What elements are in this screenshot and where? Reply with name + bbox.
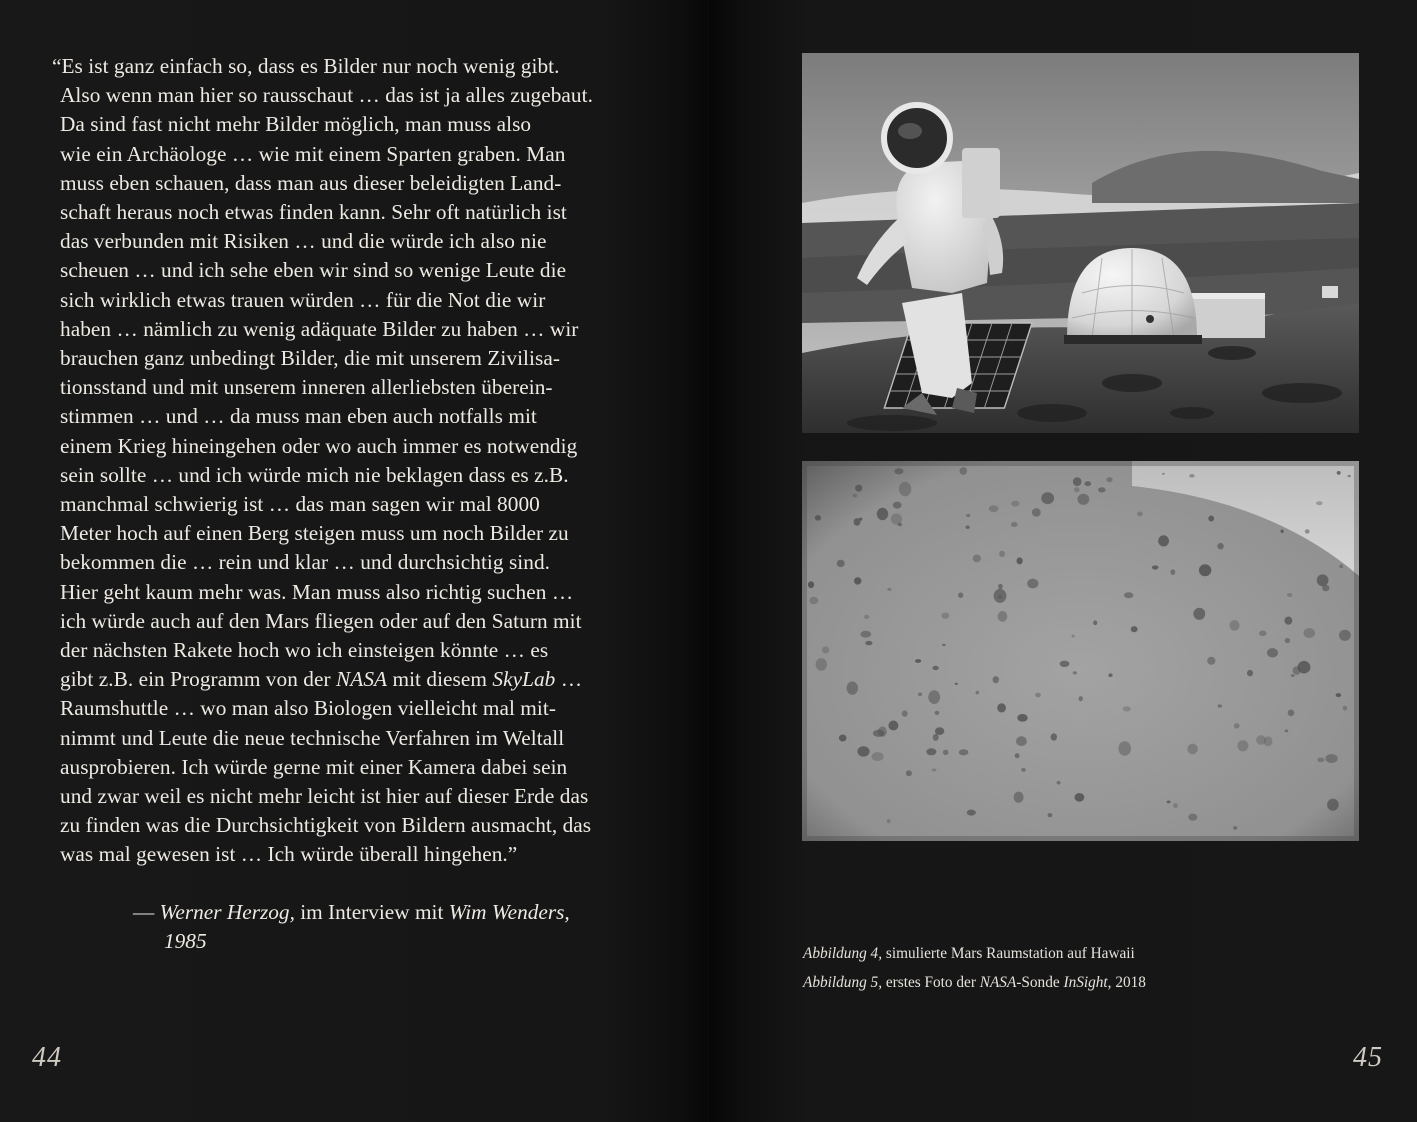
- dust-speck: [1098, 487, 1106, 492]
- dust-speck: [1230, 620, 1240, 631]
- caption-5-text-c: 2018: [1111, 974, 1146, 991]
- dust-speck: [932, 769, 937, 772]
- dust-speck: [1233, 826, 1237, 830]
- dust-speck: [1284, 617, 1292, 625]
- dust-speck: [967, 810, 976, 816]
- dust-speck: [815, 515, 821, 521]
- quote-line: [52, 548, 632, 577]
- dust-speck: [1035, 693, 1041, 698]
- dust-speck: [1173, 803, 1178, 808]
- attribution-interviewer: Wim Wenders,: [448, 900, 570, 924]
- attribution-year: 1985: [164, 929, 207, 953]
- caption-5-insight: InSight,: [1063, 974, 1112, 991]
- dust-speck: [1337, 471, 1341, 475]
- dust-speck: [1016, 736, 1027, 746]
- quote-text: Also wenn man hier so rausschaut … das ist ja alles zugebaut.: [60, 83, 593, 108]
- dust-speck: [891, 514, 902, 525]
- dust-speck: [893, 502, 902, 509]
- dust-speck: [864, 615, 869, 619]
- dust-speck: [1032, 508, 1041, 517]
- dust-speck: [973, 555, 981, 563]
- dust-speck: [966, 514, 970, 517]
- figure-5-insight-photo: [802, 461, 1359, 841]
- dust-speck: [1041, 492, 1054, 504]
- dust-speck: [1084, 481, 1091, 486]
- dust-speck: [902, 710, 908, 716]
- dust-speck: [1285, 730, 1289, 733]
- quote-line: [52, 519, 632, 548]
- dust-speck: [955, 683, 958, 685]
- dust-speck: [1118, 741, 1131, 755]
- quote-line: [52, 315, 632, 344]
- dust-speck: [1123, 706, 1131, 711]
- dust-speck: [1247, 670, 1253, 676]
- quote-text: manchmal schwierig ist … das man sagen wir mal 8000: [60, 492, 540, 517]
- quote-line: [52, 490, 632, 519]
- quote-line: [52, 81, 632, 110]
- dust-speck: [878, 726, 887, 736]
- dust-speck: [855, 485, 862, 492]
- dust-speck: [943, 750, 949, 755]
- quote-line: [52, 753, 632, 782]
- dust-speck: [1108, 673, 1112, 677]
- dust-speck: [999, 551, 1005, 557]
- dust-speck: [1011, 501, 1019, 507]
- dust-speck: [1305, 529, 1310, 533]
- quote-line: [52, 256, 632, 285]
- dust-speck: [935, 727, 944, 735]
- left-page: [0, 0, 708, 1122]
- quote-text: wie ein Archäologe … wie mit einem Sparten graben. Man: [60, 141, 566, 166]
- quote-text: ich würde auch auf den Mars fliegen oder auf den Saturn mit: [60, 608, 582, 633]
- dust-speck: [941, 613, 949, 619]
- dust-speck: [960, 467, 968, 475]
- attribution-dash: —: [133, 900, 160, 924]
- dust-speck: [888, 721, 898, 731]
- dust-speck: [1316, 501, 1323, 505]
- quote-text: Hier geht kaum mehr was. Man muss also richtig suchen …: [60, 579, 574, 604]
- caption-4-text: simulierte Mars Raumstation auf Hawaii: [882, 945, 1135, 962]
- quote-text: bekommen die … rein und klar … und durchsichtig sind.: [60, 550, 551, 575]
- quote-line: [52, 344, 632, 373]
- quote-line: [52, 636, 632, 665]
- quote-line: [52, 578, 632, 607]
- dust-speck: [1193, 608, 1205, 620]
- dust-speck: [906, 770, 912, 776]
- dust-speck: [1017, 714, 1027, 722]
- quote-line: [52, 782, 632, 811]
- quote-text: brauchen ganz unbedingt Bilder, die mit unserem Zivilisa-: [60, 346, 560, 371]
- quote-text: einem Krieg hineingehen oder wo auch immer es notwendig: [60, 433, 578, 458]
- dust-speck: [816, 658, 827, 671]
- dust-speck: [1207, 657, 1215, 665]
- figure-captions: [803, 939, 1343, 997]
- quote-text: das verbunden mit Risiken … und die würde ich also nie: [60, 229, 547, 254]
- caption-5-label: Abbildung 5,: [803, 974, 883, 991]
- dust-speck: [989, 505, 999, 512]
- caption-5-nasa: NASA: [979, 974, 1017, 991]
- quote-text: nimmt und Leute die neue technische Verfahren im Weltall: [60, 725, 565, 750]
- dust-speck: [1325, 754, 1337, 763]
- dust-speck: [859, 518, 862, 521]
- dust-speck: [887, 588, 891, 591]
- caption-4-label: Abbildung 4,: [803, 945, 883, 962]
- dust-speck: [1281, 530, 1284, 533]
- dust-speck: [1339, 630, 1351, 641]
- dust-speck: [1124, 592, 1133, 598]
- dust-speck: [1057, 781, 1061, 785]
- dust-speck: [935, 711, 940, 715]
- herzog-quote: [52, 52, 632, 870]
- quote-text: zu finden was die Durchsichtigkeit von Bildern ausmacht, das: [60, 813, 592, 838]
- page-number-right: 45: [1353, 1042, 1383, 1073]
- dust-speck: [1011, 522, 1018, 527]
- quote-line: [52, 607, 632, 636]
- dust-speck: [1327, 799, 1339, 811]
- mars-station-illustration: [802, 53, 1359, 433]
- quote-text: ausprobieren. Ich würde gerne mit einer Kamera dabei sein: [60, 754, 568, 779]
- dust-speck: [1287, 593, 1292, 597]
- quote-text: Raumshuttle … wo man also Biologen vielleicht mal mit-: [60, 696, 557, 721]
- caption-figure-5: [803, 968, 1343, 997]
- dust-speck: [1267, 648, 1278, 657]
- dust-speck: [1237, 740, 1248, 751]
- dust-speck: [1304, 628, 1316, 638]
- quote-line: [52, 432, 632, 461]
- dust-speck: [877, 508, 888, 520]
- dust-speck: [998, 584, 1003, 589]
- dust-speck: [865, 641, 872, 645]
- dust-speck: [1106, 477, 1112, 482]
- dust-speck: [1293, 666, 1301, 675]
- quote-text: SkyLab: [492, 667, 556, 692]
- dust-speck: [1079, 696, 1083, 701]
- quote-attribution: [133, 898, 603, 956]
- dust-speck: [1021, 768, 1026, 772]
- dust-speck: [1078, 494, 1090, 505]
- dust-speck: [918, 693, 922, 696]
- dust-speck: [959, 749, 969, 755]
- quote-text: “Es ist ganz einfach so, dass es Bilder nur noch wenig gibt.: [52, 54, 560, 78]
- dust-speck: [1074, 487, 1080, 492]
- quote-text: schaft heraus noch etwas finden kann. Sehr oft natürlich ist: [60, 200, 567, 225]
- quote-text: Da sind fast nicht mehr Bilder möglich, man muss also: [60, 112, 532, 137]
- quote-line: [52, 665, 632, 694]
- quote-line: [52, 227, 632, 256]
- dust-speck: [857, 746, 869, 756]
- figure-4-mars-station-photo: [802, 53, 1359, 433]
- dust-speck: [847, 681, 858, 694]
- quote-text: muss eben schauen, dass man aus dieser beleidigten Land-: [60, 170, 562, 195]
- dust-speck: [1343, 706, 1348, 711]
- dust-speck: [1188, 814, 1197, 821]
- dust-speck: [1048, 813, 1053, 817]
- dust-speck: [1288, 710, 1295, 717]
- dust-speck: [837, 560, 845, 567]
- dust-speck: [942, 644, 946, 646]
- caption-5-text-b: -Sonde: [1016, 974, 1064, 991]
- dust-speck: [861, 631, 872, 638]
- dust-speck: [1072, 635, 1075, 638]
- dust-speck: [822, 646, 829, 653]
- quote-line: [52, 198, 632, 227]
- quote-text: der nächsten Rakete hoch wo ich einsteigen könnte … es: [60, 638, 549, 663]
- dust-speck: [1027, 579, 1038, 589]
- dust-speck: [998, 611, 1008, 622]
- dust-speck: [932, 666, 938, 670]
- dust-speck: [1317, 574, 1329, 586]
- dust-speck: [1060, 661, 1070, 667]
- dust-speck: [887, 819, 891, 823]
- dust-speck: [1256, 735, 1266, 744]
- dust-speck: [1348, 475, 1351, 477]
- page-number-left: 44: [32, 1042, 62, 1073]
- attribution-middle: im Interview mit: [294, 900, 449, 924]
- quote-line: [52, 373, 632, 402]
- dust-speck: [872, 752, 884, 761]
- caption-figure-4: [803, 939, 1343, 968]
- quote-text: sein sollte … und ich würde mich nie beklagen dass es z.B.: [60, 462, 569, 487]
- quote-line: [52, 52, 632, 81]
- quote-text: NASA: [336, 667, 388, 692]
- dust-speck: [1015, 753, 1020, 758]
- attribution-line-1: [133, 898, 603, 927]
- quote-text: stimmen … und … da muss man eben auch notfalls mit: [60, 404, 537, 429]
- quote-line: [52, 402, 632, 431]
- quote-line: [52, 169, 632, 198]
- dust-speck: [1131, 626, 1138, 632]
- dust-speck: [928, 690, 940, 704]
- quote-line: [52, 286, 632, 315]
- dust-speck: [1051, 733, 1057, 740]
- quote-text: tionsstand und mit unserem inneren allerliebsten überein-: [60, 375, 553, 400]
- quote-line: [52, 811, 632, 840]
- attribution-author: Werner Herzog,: [159, 900, 295, 924]
- dust-speck: [1170, 569, 1175, 575]
- dust-speck: [1075, 793, 1085, 802]
- quote-line: [52, 694, 632, 723]
- dust-speck: [1189, 474, 1194, 478]
- dust-speck: [993, 676, 999, 683]
- dust-speck: [1014, 792, 1024, 803]
- quote-text: was mal gewesen ist … Ich würde überall hingehen.”: [60, 842, 518, 867]
- dust-speck: [915, 659, 921, 663]
- quote-line: [52, 110, 632, 139]
- dust-speck: [1208, 516, 1214, 522]
- dust-speck: [1317, 758, 1324, 763]
- insight-photo-illustration: [802, 461, 1359, 841]
- dust-speck: [1187, 744, 1197, 755]
- dust-speck: [965, 526, 969, 529]
- quote-text: gibt z.B. ein Programm von der: [60, 667, 336, 692]
- dust-speck: [1199, 564, 1211, 576]
- dust-speck: [1158, 535, 1169, 546]
- dust-speck: [1017, 557, 1023, 564]
- caption-5-text-a: erstes Foto der: [882, 974, 980, 991]
- dust-speck: [926, 748, 936, 755]
- dust-speck: [1167, 801, 1171, 804]
- quote-text: scheuen … und ich sehe eben wir sind so wenige Leute die: [60, 258, 567, 283]
- quote-text: …: [555, 667, 583, 692]
- dust-speck: [1291, 674, 1295, 677]
- dust-speck: [1073, 671, 1077, 674]
- dust-speck: [1152, 565, 1159, 569]
- dust-speck: [994, 589, 1007, 603]
- dust-speck: [1137, 512, 1143, 517]
- dust-speck: [976, 691, 980, 695]
- quote-text: sich wirklich etwas trauen würden … für die Not die wir: [60, 287, 546, 312]
- dust-speck: [854, 577, 861, 584]
- quote-line: [52, 724, 632, 753]
- dust-speck: [899, 482, 911, 497]
- dust-speck: [839, 735, 847, 742]
- dust-speck: [1162, 473, 1165, 475]
- dust-speck: [1339, 564, 1343, 568]
- dust-speck: [1217, 543, 1223, 550]
- dust-speck: [809, 597, 818, 605]
- dust-speck: [1336, 693, 1341, 697]
- dust-speck: [1234, 723, 1240, 728]
- dust-speck: [933, 734, 939, 741]
- quote-text: mit diesem: [387, 667, 493, 692]
- quote-line: [52, 840, 632, 869]
- quote-text: haben … nämlich zu wenig adäquate Bilder zu haben … wir: [60, 316, 579, 341]
- quote-line: [52, 461, 632, 490]
- quote-text: Meter hoch auf einen Berg steigen muss um noch Bilder zu: [60, 521, 569, 546]
- dust-speck: [808, 581, 814, 588]
- quote-line: [52, 140, 632, 169]
- quote-text: und zwar weil es nicht mehr leicht ist hier auf dieser Erde das: [60, 784, 589, 809]
- dust-speck: [1285, 638, 1290, 643]
- dust-speck: [1259, 631, 1266, 637]
- dust-speck: [958, 592, 963, 598]
- dust-speck: [1073, 477, 1082, 486]
- dust-speck: [852, 494, 857, 498]
- dust-speck: [894, 468, 903, 474]
- dust-speck: [1218, 704, 1222, 707]
- dust-speck: [1093, 620, 1097, 625]
- dust-speck: [997, 703, 1006, 712]
